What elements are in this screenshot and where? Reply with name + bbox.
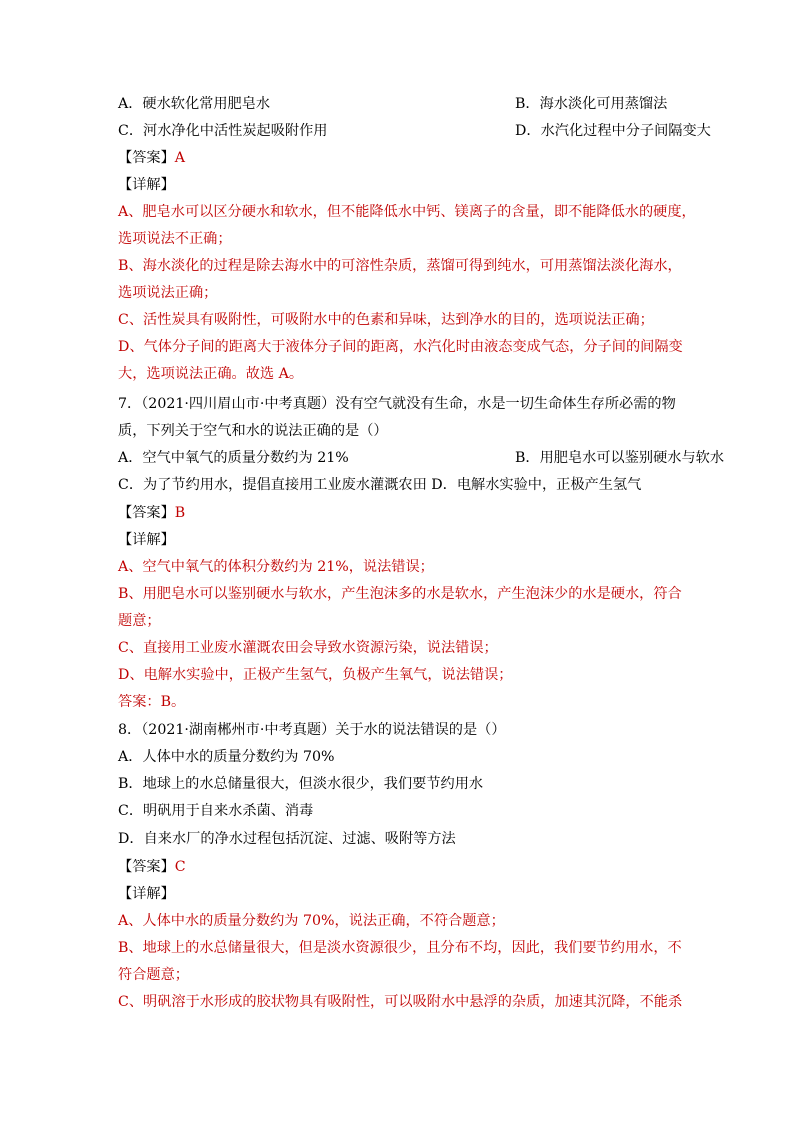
q7-detail-line: 题意；	[118, 613, 161, 629]
q7-answer	[118, 503, 185, 523]
q7-option-row-1	[118, 448, 725, 468]
answer-value: B	[174, 505, 186, 521]
answer-label: 【答案】	[118, 150, 175, 166]
q6-detail-line: 大，选项说法正确。故选 A。	[118, 366, 304, 382]
q8-option-c: C．明矾用于自来水杀菌、消毒	[118, 803, 314, 819]
q7-option-b: B．用肥皂水可以鉴别硬水与软水	[515, 450, 725, 466]
q6-detail-label: 【详解】	[118, 177, 175, 193]
q8-answer	[118, 857, 186, 877]
q7-stem: 质，下列关于空气和水的说法正确的是（）	[118, 423, 388, 439]
q8-detail-label: 【详解】	[118, 886, 175, 902]
q6-option-a: A．硬水软化常用肥皂水	[118, 96, 271, 112]
answer-value: A	[174, 150, 186, 166]
q7-option-row-2: C．为了节约用水，提倡直接用工业废水灌溉农田 D．电解水实验中，正极产生氢气	[118, 477, 642, 493]
q6-detail-line: 选项说法正确；	[118, 285, 218, 301]
q8-detail-line: A、人体中水的质量分数约为 70%，说法正确，不符合题意；	[118, 913, 505, 929]
q8-stem: 8．（2021·湖南郴州市·中考真题）关于水的说法错误的是（）	[118, 722, 506, 738]
q7-detail-line: D、电解水实验中，正极产生氢气，负极产生氧气，说法错误；	[118, 667, 513, 683]
q8-option-b: B．地球上的水总储量很大，但淡水很少，我们要节约用水	[118, 776, 484, 792]
answer-value: C	[174, 859, 186, 875]
q6-answer	[118, 148, 185, 168]
q6-detail-line: C、活性炭具有吸附性，可吸附水中的色素和异味，达到净水的目的，选项说法正确；	[118, 312, 654, 328]
q8-option-a: A．人体中水的质量分数约为 70%	[118, 749, 335, 765]
q6-option-b: B．海水淡化可用蒸馏法	[515, 96, 668, 112]
q6-detail-line: 选项说法不正确；	[118, 231, 232, 247]
q6-detail-line: A、肥皂水可以区分硬水和软水，但不能降低水中钙、镁离子的含量，即不能降低水的硬度，	[118, 204, 696, 220]
q7-stem: 7．（2021·四川眉山市·中考真题）没有空气就没有生命，水是一切生命体生存所必需的物	[118, 396, 676, 412]
q7-detail-line: C、直接用工业废水灌溉农田会导致水资源污染，说法错误；	[118, 640, 498, 656]
q7-option-a: A．空气中氧气的质量分数约为 21%	[118, 450, 349, 466]
q7-detail-line: A、空气中氧气的体积分数约为 21%，说法错误；	[118, 559, 434, 575]
q8-detail-line: C、明矾溶于水形成的胶状物具有吸附性，可以吸附水中悬浮的杂质，加速其沉降，不能杀	[118, 994, 683, 1010]
q8-detail-line: B、地球上的水总储量很大，但是淡水资源很少，且分布不均，因此，我们要节约用水，不	[118, 940, 682, 956]
q6-option-d: D．水汽化过程中分子间隔变大	[515, 123, 711, 139]
q6-option-row-2	[118, 121, 711, 141]
answer-label: 【答案】	[118, 505, 175, 521]
q6-detail-line: D、气体分子间的距离大于液体分子间的距离，水汽化时由液态变成气态，分子间的间隔变	[118, 339, 683, 355]
q6-option-c: C．河水净化中活性炭起吸附作用	[118, 123, 328, 139]
q8-option-d: D．自来水厂的净水过程包括沉淀、过滤、吸附等方法	[118, 831, 456, 847]
q8-detail-line: 符合题意；	[118, 967, 189, 983]
q6-detail-line: B、海水淡化的过程是除去海水中的可溶性杂质，蒸馏可得到纯水，可用蒸馏法淡化海水，	[118, 258, 682, 274]
q7-detail-label: 【详解】	[118, 532, 175, 548]
q6-option-row-1	[118, 94, 668, 114]
q7-detail-line: B、用肥皂水可以鉴别硬水与软水，产生泡沫多的水是软水，产生泡沫少的水是硬水，符合	[118, 586, 682, 602]
q7-detail-line: 答案：B。	[118, 694, 186, 710]
answer-label: 【答案】	[118, 859, 175, 875]
